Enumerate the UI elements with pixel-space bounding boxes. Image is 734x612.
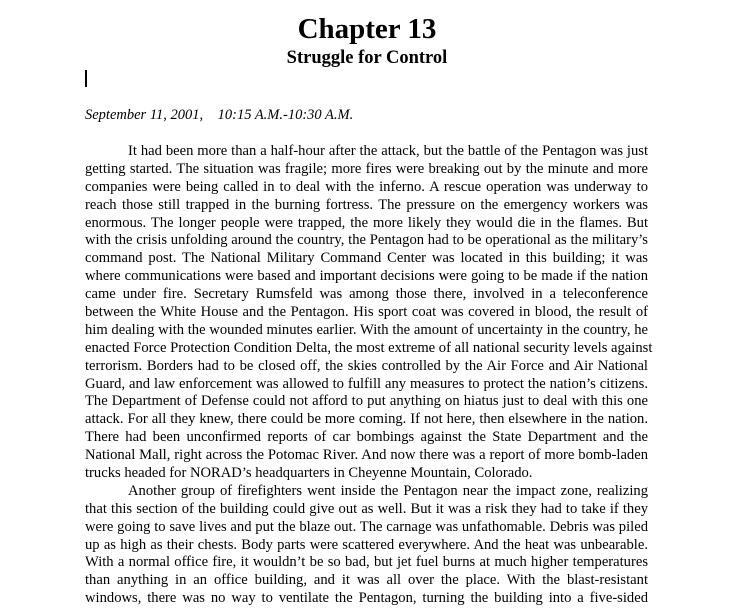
text-line: between the White House and the Pentagon. His sport coat was covered in blood, the result of <box>85 304 648 321</box>
text-line: terrorism. Borders had to be closed off, the skies controlled by the Air Force and Air National <box>85 357 648 374</box>
text-line: The Department of Defense could not afford to put anything on hiatus just to deal with this one <box>85 393 648 410</box>
paragraph <box>85 483 648 608</box>
chapter-title: Chapter 13 <box>297 13 437 45</box>
text-line: reach those still trapped in the burning fortress. The pressure on the emergency workers was <box>85 196 648 213</box>
text-line: It had been more than a half-hour after the attack, but the battle of the Pentagon was just <box>128 143 648 159</box>
text-line: that this section of the building could give out as well. But it was a risk they had to take if they <box>85 500 648 517</box>
text-line: trucks headed for NORAD’s headquarters in Cheyenne Mountain, Colorado. <box>85 465 533 482</box>
text-line: getting started. The situation was fragile; more fires were breaking out by the minute and more <box>85 160 648 177</box>
text-line: enormous. The longer people were trapped, the more likely they would die in the flames. But <box>85 214 648 231</box>
text-line: him dealing with the wounded minutes earlier. With the amount of uncertainty in the country, he <box>85 321 648 338</box>
text-line: up as high as their chests. Body parts were scattered everywhere. And the heat was unbearable. <box>85 536 648 553</box>
text-line: came under fire. Secretary Rumsfeld was among those there, involved in a teleconference <box>85 286 648 303</box>
text-line: than anything in an office building, and it was all over the place. With the blast-resistant <box>85 572 648 589</box>
text-line: companies were being called in to deal with the inferno. A rescue operation was underway to <box>85 178 648 195</box>
chapter-subtitle: Struggle for Control <box>286 48 448 68</box>
text-line: enacted Force Protection Condition Delta, the most extreme of all national security levels against <box>85 339 653 356</box>
text-line: With a normal office fire, it wouldn’t be so bad, but jet fuel burns at much higher temperatures <box>85 554 648 571</box>
text-line: windows, there was no way to ventilate the Pentagon, turning the building into a five-sided <box>85 590 648 607</box>
text-line: There had been unconfirmed reports of car bombings against the State Department and the <box>85 429 648 446</box>
text-line: National Mall, right across the Potomac River. And now there was a report of more bomb-laden <box>85 447 648 464</box>
text-line: Guard, and law enforcement was allowed to fulfill any measures to protect the nation’s citizens. <box>85 375 648 392</box>
text-cursor[interactable] <box>85 70 87 87</box>
dateline: September 11, 2001, 10:15 A.M.-10:30 A.M. <box>85 107 354 123</box>
text-line: were going to save lives and put the blaze out. The carnage was unfathomable. Debris was piled <box>85 518 648 535</box>
text-line: Another group of firefighters went inside the Pentagon near the impact zone, realizing <box>128 482 648 499</box>
paragraph <box>85 143 653 483</box>
text-line: command post. The National Military Command Center was located in this building; it was <box>85 250 648 267</box>
document-body[interactable] <box>85 143 653 608</box>
text-line: attack. For all they knew, there could be more coming. If not here, then elsewhere in the nation. <box>85 411 648 428</box>
text-line: where communications were based and important decisions were going to be made if the nation <box>85 268 648 285</box>
text-line: with the crisis unfolding around the country, the Pentagon had to be operational as the military’s <box>85 232 648 249</box>
